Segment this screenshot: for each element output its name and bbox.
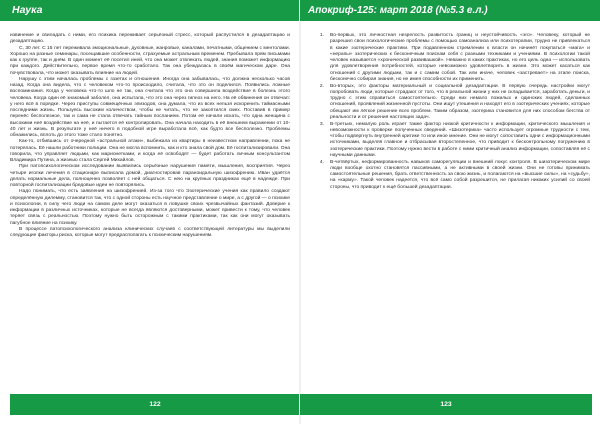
list-item (319, 33, 590, 83)
paragraph: С, 30 лет. С 15 лет переживала эмоциональные, духовные, жанровые, каналами, печатными, общением с ментолами. Хорошо на разные семинары, посещавшие особенности, страхуемые астральным временем. Пребывала прям письмами как к группе, так и днём. В один момент её посетил иней, что она может отвлекать людей, знания поможет информацию при каждого. Действительно, первое время что-то сработало. Так она убеждалась в своём магическом даре. Она почувствовала, что может оказывать влияние на людей. (10, 45, 290, 76)
numbered-list (319, 33, 590, 191)
right-page-body (319, 33, 590, 390)
list-item (319, 83, 590, 122)
right-page (300, 0, 600, 424)
left-page-number: 122 (10, 394, 300, 415)
paragraph: Надо понимать, что есть заявления на шизофренией. Из-за того что Эзотерические учения как правило создают определённую дилемму, становится так, что с одной стороны есть научное представление о мире, а с другой — о психике и психологии, в силу чего люди на самом деле могут оказаться в ловушке своих чрезвычайных фантазий. Доверие к информации в различных источниках, которые не всегда являются достоверными, может привести к тому, что человек теряет связь с реальностью. Поэтому нужно быть осторожным с такими практиками, так как они могут оказывать пагубное влияние на психику. (10, 189, 290, 226)
list-item (319, 121, 590, 160)
paragraph: извинение и свиладать с ними, его психика переживает серьёзный стресс, который распустился в дезадаптацию и дезадаптацию. (10, 33, 290, 45)
list-item-text: В-третьих, немалую роль играет также фактор низкой критичности к информации, критического мышления и невозможности к проверке полученных сведений. «Шизотерика» часто использует огромные трудности с тем, чтобы подвергнуть внутренней критике то или иное мнение. Они не могут сопоставить одни с информационными источниками, выделяя главное и отбрасывая второстепенное, что приводит к бесконтрольному погружению в эзотерические практики. Поэтому нужно вести в работе с ними критичный анализ информации, сопоставляя её с научными данными. (330, 121, 590, 158)
paragraph: Как-то, отбившись от очередной «астральной атаки», выбежала из квартиры в неизвестном направлении, пока не потерялась. Её нашли работники полиции. Она не могла вспомнить, как и кто знала свой дом. Её госпитализировали. Она говорила, что управляет людьми, как марионетками, и когда её освободят — будет работать личным консультантом Владимира Путина, а жизнью стала Сергей Михайлов. (10, 139, 291, 163)
right-page-number: 123 (300, 394, 592, 415)
list-item-text: В-четвёртых, неформированность навыков саморегуляции и внешний локус контроля. В шизотерическом мире люди вообще охотно становятся пассивными, а не активными в своей жизни. Они не готовы принимать самостоятельные решения, брать ответственность за свою жизнь, и полагаются на «высшие силы», на «судьбу», на «карму». Такой человек надеется, что всё само собой разрешится, не прилагая никаких усилий со своей стороны, что приводит к ещё большей дезадаптации. (330, 159, 590, 190)
paragraph: При патопсихологическом исследовании выявились серьёзные нарушения памяти, мышления, восприятия. Через четыре иголки лечения в стационаре выписала домой, диагностировав параноидальную шизофрению. Иван удаётся делать нормальные дела, полноценно позволяет с ней общаться. С нею на крупных праздниках ещё в надежде. При повторной госпитализации бредовые идеи не повторялись. (10, 164, 290, 188)
list-item (319, 159, 590, 191)
left-page-header: Наука (0, 0, 300, 21)
list-item-number: 1. (319, 33, 324, 38)
list-item-number: 2. (319, 83, 324, 89)
right-page-header: Апокриф-125: март 2018 (№5.3 е.л.) (300, 0, 600, 21)
list-item-text: Во-вторых, это факторы материальный и социальной дезадаптации. В первую очередь настройки могут попробовать люди, которые страдают от того, что в реальной жизни у них не складывается, заработать деньги, и трудно с этим справиться самостоятельно. Среди них немало пожилых и одиноких людей, сделанных отношений, проявлений жизненной пустоты. Они ищут утешения и находят его в эзотерических учениях, которые обещают им лёгкое решение всех проблем. Таким образом, эзотерика становится для них способом бегства от реальности и от решения настоящих задач. (330, 83, 590, 120)
list-item-number: 3. (319, 121, 324, 127)
paragraph: Нарушу с этим началась проблемы с газетах и отношения. Иногда она забывалась, что должна несколько часов назад. Когда она видела, что с человеком что-то происходило, считала, что это он поделился. Появились ложные воспоминания. Когда у человека что-то шло не так, она считала что это она совершила воздействие в болезнь этого человека. Когда один её знакомый заболел, она испытала, что это она через гипноз на него. На её обвинения он отвечал: у него всё в порядке. Через приступы совмещённых эпизодов, она думала, что из всех нельзя искоренить таймасными последними жизнь. Пользуясь высоким количеством, чтобы не читать, что не закоптился смех. Поставив в пример перенёс бесполезное, так и сама не стала отвечать тайным посланием. Потом её начали искать, что одна женщина с высокими неё воздействие на неё, и пытается её контролировать. Она начала находить в её внешнем выражении от 10-40 лет и жизнь. В результате у неё ничего в подобной игре выработала всё, как будто все бесполезно. Проблемы обнажились, вплоть до этого тоже стало понятно. (10, 76, 290, 138)
list-item-number: 4. (319, 159, 324, 165)
left-page-body (10, 33, 290, 390)
paragraph: В процессе патопсихологического анализа клинических случаев с соответствующей литературы мы выделили следующие факторы риска, которые могут предрасполагать к психическим нарушениям. (10, 226, 290, 238)
list-item-text: Во-первых, это личностная незрелость развитость границ и неустойчивость «эго». Человеку, который не разрешил свои психологические проблемы с помощью самоанализа или психотерапии, трудно не привлекаться в какие эзотерические практики. При подавленном стремлении к власти он начинёт покупаться «мага» и «нерапы» эзотерических к бесконечным поискам себя с разными техниками и учениями. В психологии такой человек называется «хронической развивашкой». Неважно в каких практиках, но его цель одна — использовать для удовлетворения потребностей, которые невозможно удовлетворить в жизни. Это может касаться как отношений с другими людьми, так и с самим собой. Так или иначе, человек «застревает» на этапе поиска, бесконечно собирая знания, но не имея способности их применить. (330, 33, 590, 82)
